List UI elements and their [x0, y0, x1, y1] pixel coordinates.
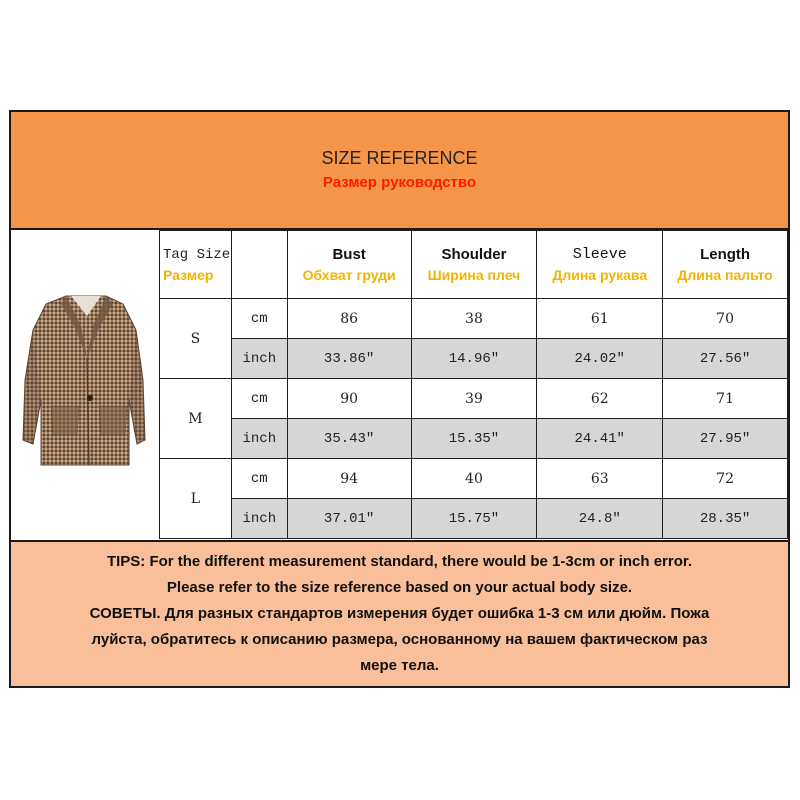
tips-box [11, 540, 788, 686]
table-cell: 63 [537, 459, 663, 499]
table-row [160, 419, 788, 459]
table-cell: 39 [411, 379, 537, 419]
table-header-row [160, 231, 788, 299]
table-row [160, 379, 788, 419]
table-cell: 24.02″ [537, 339, 663, 379]
table-cell: 35.43″ [287, 419, 411, 459]
unit-cell: cm [231, 379, 287, 419]
unit-cell: cm [231, 459, 287, 499]
unit-cell: cm [231, 299, 287, 339]
tips-line: Please refer to the size reference based on your actual body size. [166, 579, 633, 596]
table-cell: 38 [411, 299, 537, 339]
unit-cell: inch [231, 339, 287, 379]
table-cell: 27.56″ [663, 339, 788, 379]
column-header-ru: Длина пальто [677, 266, 773, 283]
table-cell: 27.95″ [663, 419, 788, 459]
tips-line: СОВЕТЫ. Для разных стандартов измерения будет ошибка 1-3 см или дюйм. Пожа [89, 605, 710, 622]
size-label-s: S [160, 299, 232, 379]
column-header-shoulder [411, 231, 537, 299]
size-table [159, 230, 788, 539]
table-cell: 61 [537, 299, 663, 339]
column-header-ru: Длина рукава [552, 266, 648, 283]
unit-header [231, 231, 287, 299]
table-cell: 15.75″ [411, 499, 537, 539]
table-cell: 24.41″ [537, 419, 663, 459]
chart-title: SIZE REFERENCE [321, 148, 478, 168]
table-cell: 24.8″ [537, 499, 663, 539]
tips-line: мере тела. [360, 657, 439, 674]
table-cell: 28.35″ [663, 499, 788, 539]
chart-subtitle: Размер руководство [322, 174, 477, 191]
tag-size-en: Tag Size [163, 246, 231, 263]
column-header-en: Sleeve [572, 245, 627, 263]
column-header-en: Bust [332, 245, 366, 263]
product-image [11, 230, 159, 540]
table-cell: 90 [287, 379, 411, 419]
table-row [160, 299, 788, 339]
table-cell: 40 [411, 459, 537, 499]
table-row [160, 459, 788, 499]
table-cell: 72 [663, 459, 788, 499]
blazer-icon [11, 230, 159, 540]
column-header-en: Length [700, 245, 751, 263]
size-label-m: M [160, 379, 232, 459]
column-header-bust [287, 231, 411, 299]
table-cell: 37.01″ [287, 499, 411, 539]
column-header-length [663, 231, 788, 299]
size-chart-header [11, 112, 788, 230]
column-header-ru: Обхват груди [302, 266, 396, 283]
tag-size-ru: Размер [163, 266, 214, 283]
unit-cell: inch [231, 419, 287, 459]
table-row [160, 339, 788, 379]
table-cell: 14.96″ [411, 339, 537, 379]
size-label-l: L [160, 459, 232, 539]
table-cell: 33.86″ [287, 339, 411, 379]
column-header-ru: Ширина плеч [427, 266, 521, 283]
column-header-en: Shoulder [441, 245, 507, 263]
column-header-sleeve [537, 231, 663, 299]
table-cell: 70 [663, 299, 788, 339]
table-cell: 62 [537, 379, 663, 419]
table-cell: 94 [287, 459, 411, 499]
tips-line: луйста, обратитесь к описанию размера, основанному на вашем фактическом раз [91, 631, 708, 648]
table-cell: 86 [287, 299, 411, 339]
unit-cell: inch [231, 499, 287, 539]
size-chart-frame [9, 110, 790, 688]
table-cell: 71 [663, 379, 788, 419]
tag-size-header [160, 231, 232, 299]
tips-line: TIPS: For the different measurement standard, there would be 1-3cm or inch error. [106, 553, 693, 570]
table-row [160, 499, 788, 539]
table-cell: 15.35″ [411, 419, 537, 459]
